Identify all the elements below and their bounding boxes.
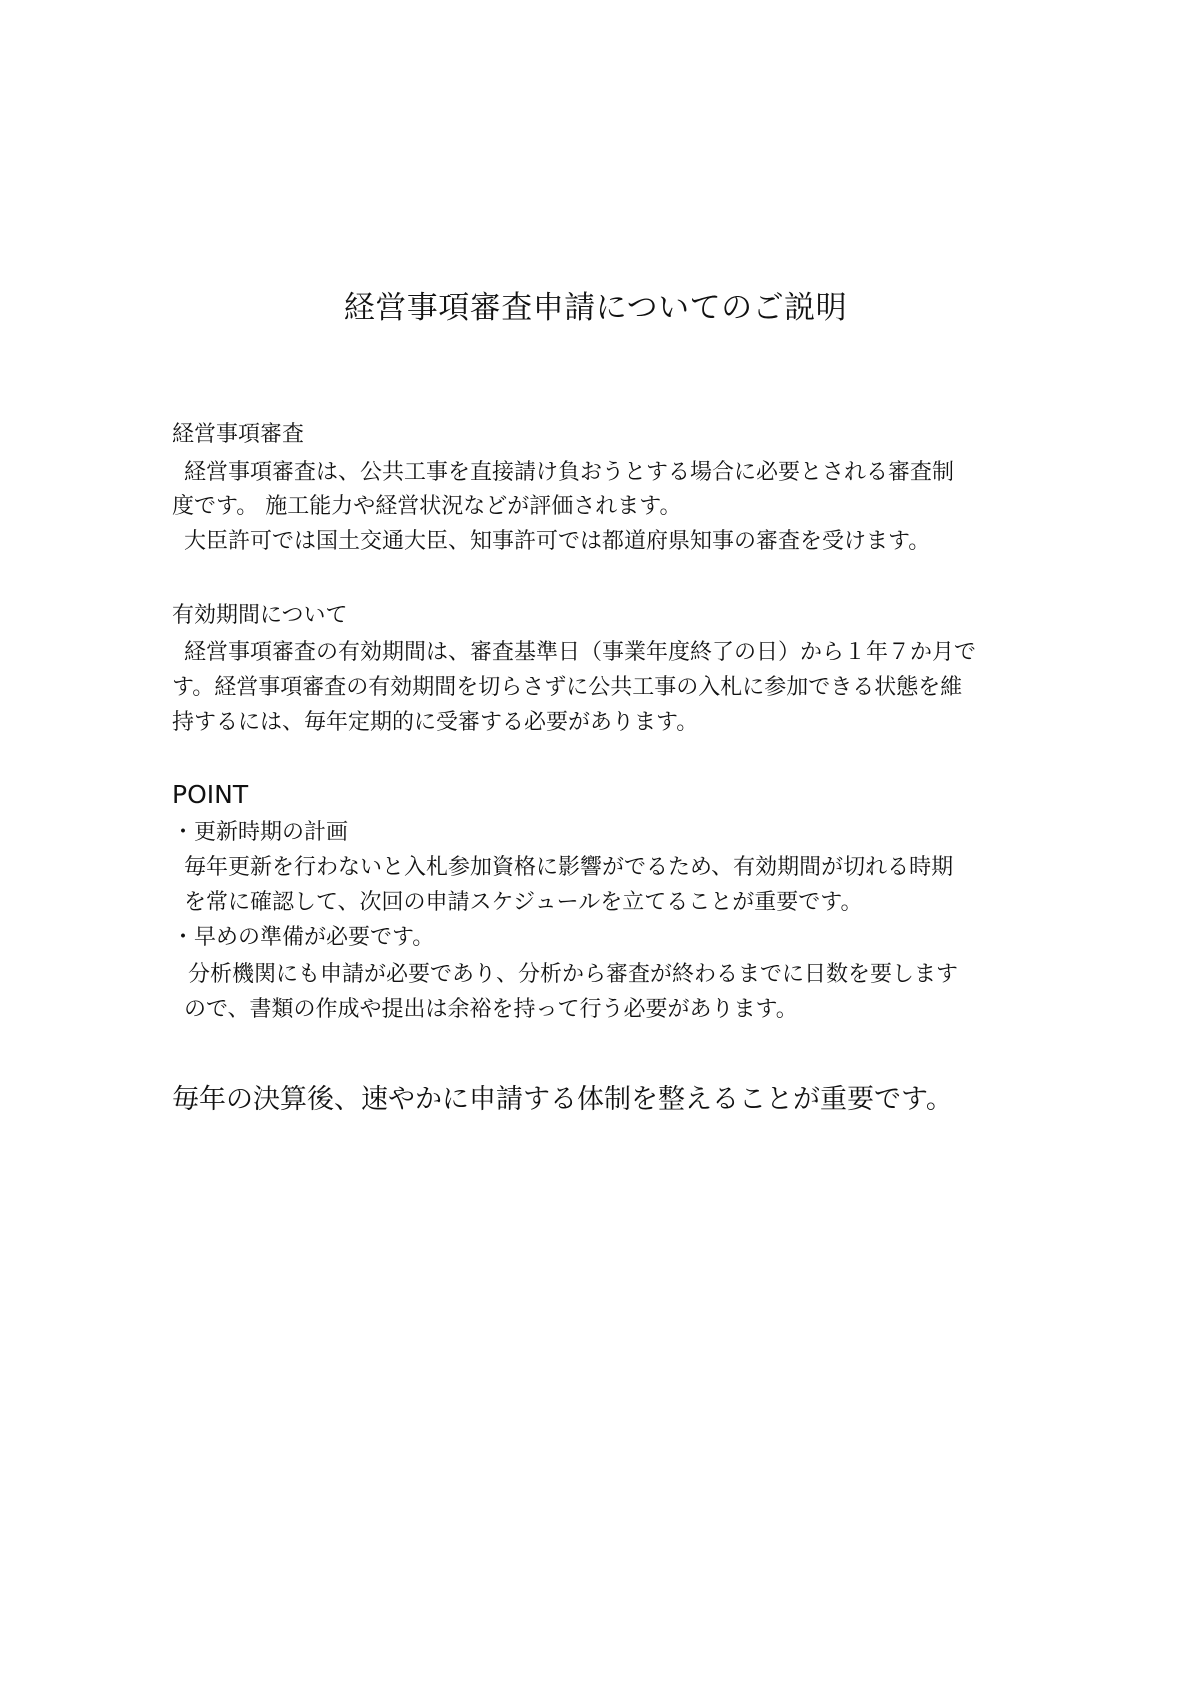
section-heading-keishin: 経営事項審査 xyxy=(172,422,305,447)
page-title: 経営事項審査申請についてのご説明 xyxy=(343,290,848,326)
point-item-line: 分析機関にも申請が必要であり、分析から審査が終わるまでに日数を要します xyxy=(188,962,959,987)
closing-statement: 毎年の決算後、速やかに申請する体制を整えることが重要です。 xyxy=(172,1084,953,1115)
section-line: 経営事項審査の有効期間は、審査基準日（事業年度終了の日）から１年７か月で xyxy=(184,640,977,665)
section-line: 大臣許可では国土交通大臣、知事許可では都道府県知事の審査を受けます。 xyxy=(184,529,931,554)
point-item-label: ・更新時期の計画 xyxy=(172,820,349,845)
point-item-label: ・早めの準備が必要です。 xyxy=(172,925,435,950)
section-heading-validity: 有効期間について xyxy=(172,603,348,628)
section-line: 経営事項審査は、公共工事を直接請け負おうとする場合に必要とされる審査制 xyxy=(184,460,955,485)
section-line: す。経営事項審査の有効期間を切らさずに公共工事の入札に参加できる状態を維 xyxy=(172,675,963,700)
section-line: 度です。 施工能力や経営状況などが評価されます。 xyxy=(172,494,682,519)
point-item-line: を常に確認して、次回の申請スケジュールを立てることが重要です。 xyxy=(184,890,863,915)
point-item-line: ので、書類の作成や提出は余裕を持って行う必要があります。 xyxy=(184,997,798,1022)
point-heading: POINT xyxy=(172,780,249,809)
section-line: 持するには、毎年定期的に受審する必要があります。 xyxy=(172,710,699,735)
point-item-line: 毎年更新を行わないと入札参加資格に影響がでるため、有効期間が切れる時期 xyxy=(184,855,954,880)
